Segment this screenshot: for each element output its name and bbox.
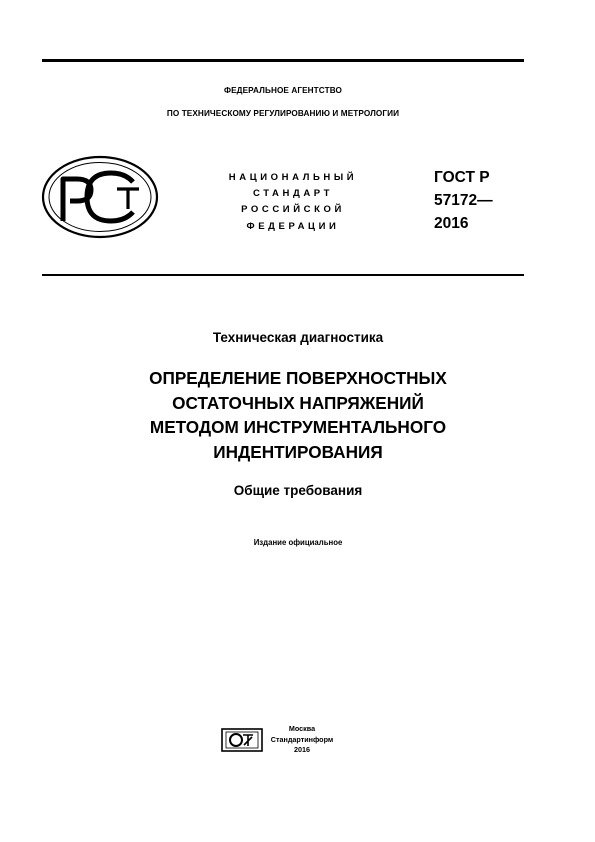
subject-heading: Техническая диагностика	[212, 330, 384, 345]
document-subtitle: Общие требования	[233, 483, 363, 498]
standard-type-block	[188, 170, 398, 235]
standard-type-line3: РОССИЙСКОЙ	[241, 204, 345, 216]
imprint-year: 2016	[294, 745, 310, 754]
agency-name-line1: ФЕДЕРАЛЬНОЕ АГЕНТСТВО	[224, 86, 342, 95]
top-rule	[42, 59, 524, 62]
document-title	[42, 366, 554, 464]
imprint-city: Москва	[288, 724, 316, 733]
imprint-publisher: Стандартинформ	[270, 734, 334, 744]
agency-name-line2: ПО ТЕХНИЧЕСКОМУ РЕГУЛИРОВАНИЮ И МЕТРОЛОГИИ	[166, 109, 400, 118]
standard-type-line1: НАЦИОНАЛЬНЫЙ	[228, 172, 358, 183]
middle-rule	[42, 274, 524, 276]
imprint-block	[264, 724, 340, 756]
title-line3: МЕТОДОМ ИНСТРУМЕНТАЛЬНОГО	[149, 417, 447, 437]
designation-line2: 57172—	[434, 192, 493, 209]
edition-note: Издание официальное	[253, 538, 343, 547]
designation-line3: 2016	[434, 215, 469, 232]
standard-type-line2: СТАНДАРТ	[253, 188, 333, 200]
rst-certification-mark-icon	[41, 155, 159, 239]
title-line4: ИНДЕНТИРОВАНИЯ	[213, 441, 383, 462]
standard-type-line4: ФЕДЕРАЦИИ	[246, 220, 340, 232]
title-line1: ОПРЕДЕЛЕНИЕ ПОВЕРХНОСТНЫХ	[149, 368, 447, 388]
standard-designation	[434, 166, 493, 235]
title-line2: ОСТАТОЧНЫХ НАПРЯЖЕНИЙ	[172, 392, 424, 413]
standartinform-logo-icon	[221, 728, 263, 752]
designation-line1: ГОСТ Р	[434, 169, 490, 186]
